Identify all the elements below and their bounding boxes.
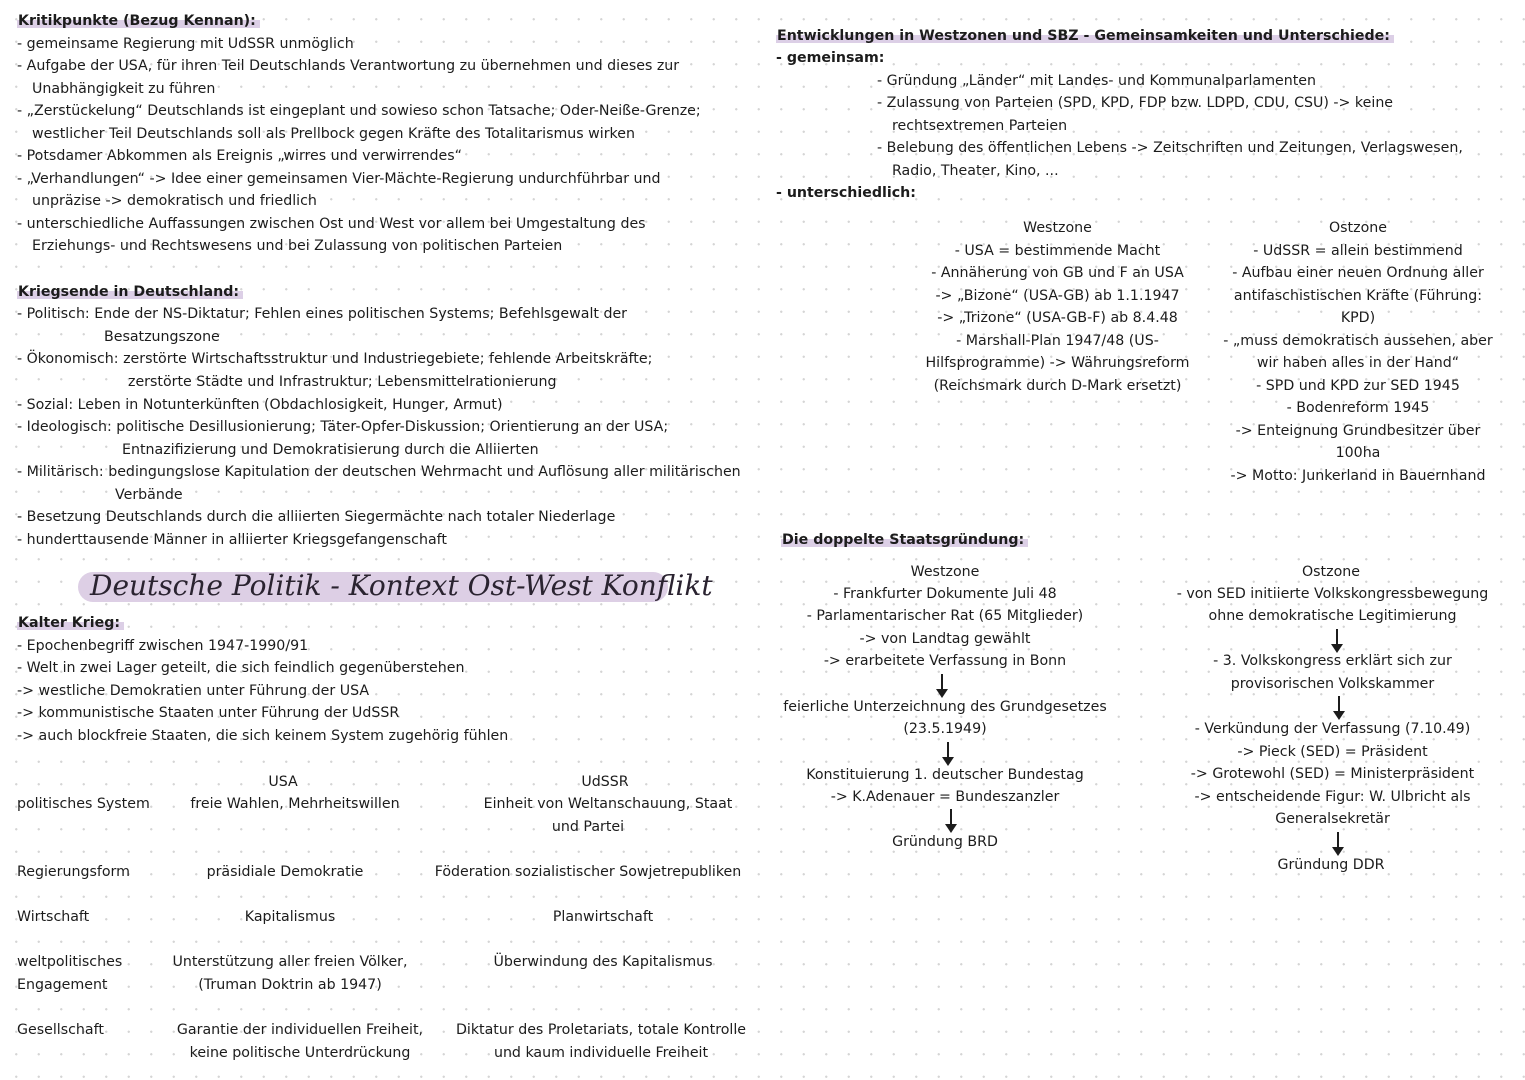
row-label: weltpolitisches <box>17 954 123 970</box>
cell-usa: (Truman Doktrin ab 1947) <box>198 977 382 993</box>
sg-ost-line: -> Grotewohl (SED) = Ministerpräsident <box>1190 766 1475 782</box>
cell-usa: keine politische Unterdrückung <box>189 1045 411 1061</box>
down-arrow-icon <box>1333 696 1345 720</box>
sg-ost-line: Generalsekretär <box>1275 811 1390 827</box>
westzone-line: Hilfsprogramme) -> Währungsreform <box>925 355 1190 371</box>
kriegsende-line: - Sozial: Leben in Notunterkünften (Obdachlosigkeit, Hunger, Armut) <box>17 397 503 413</box>
row-label: Regierungsform <box>17 864 130 880</box>
sg-west-line: (23.5.1949) <box>903 721 987 737</box>
westzone-line: - USA = bestimmende Macht <box>954 243 1161 259</box>
ostzone-line: wir haben alles in der Hand“ <box>1256 355 1460 371</box>
gemeinsam-line: - Belebung des öffentlichen Lebens -> Zeitschriften und Zeitungen, Verlagswesen, <box>877 140 1463 156</box>
ostzone-title: Ostzone <box>1329 220 1387 236</box>
ostzone-line: - Bodenreform 1945 <box>1286 400 1430 416</box>
kalter-krieg-line: - Epochenbegriff zwischen 1947-1990/91 <box>17 638 309 654</box>
sg-ost-line: ohne demokratische Legitimierung <box>1208 608 1457 624</box>
ostzone-line: - „muss demokratisch aussehen, aber <box>1223 333 1493 349</box>
sg-ostzone-title: Ostzone <box>1302 564 1360 580</box>
sg-ost-line: -> entscheidende Figur: W. Ulbricht als <box>1194 789 1471 805</box>
kriegsende-line: - Besetzung Deutschlands durch die alliierten Siegermächte nach totaler Niederlage <box>17 509 616 525</box>
gemeinsam-line: - Gründung „Länder“ mit Landes- und Kommunalparlamenten <box>877 73 1317 89</box>
kritik-line: - Potsdamer Abkommen als Ereignis „wirres und verwirrendes“ <box>17 148 462 164</box>
sg-ost-line: - von SED initiierte Volkskongressbewegung <box>1176 586 1489 602</box>
gemeinsam-line: rechtsextremen Parteien <box>892 118 1068 134</box>
main-title-text: Deutsche Politik - Kontext Ost-West Konflikt <box>90 569 713 602</box>
entwicklungen-heading: Entwicklungen in Westzonen und SBZ - Gemeinsamkeiten und Unterschiede: <box>776 28 1394 44</box>
kritik-line: unpräzise -> demokratisch und friedlich <box>32 193 317 209</box>
sg-west-final: Gründung BRD <box>892 834 998 850</box>
kriegsende-heading: Kriegsende in Deutschland: <box>17 284 243 300</box>
cell-udssr: und kaum individuelle Freiheit <box>493 1045 709 1061</box>
sg-west-line: - Frankfurter Dokumente Juli 48 <box>833 586 1057 602</box>
down-arrow-icon <box>945 809 957 833</box>
row-label: Wirtschaft <box>17 909 90 925</box>
main-title <box>78 566 713 606</box>
down-arrow-icon <box>936 674 948 698</box>
sg-west-line: -> K.Adenauer = Bundeszanzler <box>830 789 1060 805</box>
cell-udssr: Einheit von Weltanschauung, Staat <box>483 796 733 812</box>
kriegsende-line: - Politisch: Ende der NS-Diktatur; Fehlen eines politischen Systems; Befehlsgewalt der <box>17 306 628 322</box>
westzone-line: -> „Trizone“ (USA-GB-F) ab 8.4.48 <box>937 310 1178 326</box>
kritik-line: - „Zerstückelung“ Deutschlands ist eingeplant und sowieso schon Tatsache; Oder-Neiße-Grenze; <box>17 103 701 119</box>
gemeinsam-label: - gemeinsam: <box>776 50 885 66</box>
col-header-usa: USA <box>268 774 298 790</box>
westzone-line: - Annäherung von GB und F an USA <box>931 265 1184 281</box>
cell-usa: präsidiale Demokratie <box>206 864 364 880</box>
gemeinsam-line: Radio, Theater, Kino, ... <box>892 163 1059 179</box>
sg-ost-line: -> Pieck (SED) = Präsident <box>1237 744 1428 760</box>
kritik-heading: Kritikpunkte (Bezug Kennan): <box>17 13 260 29</box>
kalter-krieg-line: -> westliche Demokratien unter Führung der USA <box>17 683 370 699</box>
sg-west-line: Konstituierung 1. deutscher Bundestag <box>806 767 1084 783</box>
cell-usa: Kapitalismus <box>244 909 336 925</box>
sg-west-line: -> erarbeitete Verfassung in Bonn <box>823 653 1067 669</box>
sg-ost-line: provisorischen Volkskammer <box>1230 676 1435 692</box>
kriegsende-line: - hunderttausende Männer in alliierter Kriegsgefangenschaft <box>17 532 447 548</box>
kriegsende-line: - Militärisch: bedingungslose Kapitulation der deutschen Wehrmacht und Auflösung aller militärischen <box>17 464 741 480</box>
ostzone-line: - SPD und KPD zur SED 1945 <box>1256 378 1460 394</box>
kalter-krieg-line: -> auch blockfreie Staaten, die sich keinem System zugehörig fühlen <box>17 728 509 744</box>
ostzone-line: -> Enteignung Grundbesitzer über <box>1235 423 1481 439</box>
kriegsende-line: Verbände <box>115 487 183 503</box>
ostzone-line: KPD) <box>1340 310 1376 326</box>
gemeinsam-line: - Zulassung von Parteien (SPD, KPD, FDP bzw. LDPD, CDU, CSU) -> keine <box>877 95 1394 111</box>
kritik-line: - Aufgabe der USA, für ihren Teil Deutschlands Verantwortung zu übernehmen und dieses zur <box>17 58 680 74</box>
col-header-udssr: UdSSR <box>581 774 629 790</box>
row-label: Engagement <box>17 977 108 993</box>
kritik-line: - unterschiedliche Auffassungen zwischen Ost und West vor allem bei Umgestaltung des <box>17 216 646 232</box>
kriegsende-line: Besatzungszone <box>104 329 220 345</box>
unterschiedlich-label: - unterschiedlich: <box>776 185 916 201</box>
kalter-krieg-heading: Kalter Krieg: <box>17 615 124 631</box>
staatsgruendung-heading: Die doppelte Staatsgründung: <box>781 532 1028 548</box>
kritik-line: westlicher Teil Deutschlands soll als Prellbock gegen Kräfte des Totalitarismus wirken <box>32 126 635 142</box>
sg-ost-line: - Verkündung der Verfassung (7.10.49) <box>1194 721 1471 737</box>
cell-usa: freie Wahlen, Mehrheitswillen <box>190 796 400 812</box>
kalter-krieg-line: - Welt in zwei Lager geteilt, die sich feindlich gegenüberstehen <box>17 660 465 676</box>
sg-west-line: -> von Landtag gewählt <box>859 631 1031 647</box>
sg-west-line: - Parlamentarischer Rat (65 Mitglieder) <box>806 608 1084 624</box>
row-label: Gesellschaft <box>17 1022 104 1038</box>
down-arrow-icon <box>1332 832 1344 856</box>
cell-udssr: Diktatur des Proletariats, totale Kontrolle <box>455 1022 747 1038</box>
kriegsende-line: - Ideologisch: politische Desillusionierung; Täter-Opfer-Diskussion; Orientierung an der USA; <box>17 419 669 435</box>
cell-usa: Garantie der individuellen Freiheit, <box>176 1022 424 1038</box>
kritik-line: - „Verhandlungen“ -> Idee einer gemeinsamen Vier-Mächte-Regierung undurchführbar und <box>17 171 661 187</box>
ostzone-line: -> Motto: Junkerland in Bauernhand <box>1230 468 1486 484</box>
westzone-title: Westzone <box>1023 220 1092 236</box>
westzone-line: (Reichsmark durch D-Mark ersetzt) <box>933 378 1182 394</box>
kriegsende-line: zerstörte Städte und Infrastruktur; Lebensmittelrationierung <box>128 374 557 390</box>
cell-udssr: und Partei <box>551 819 625 835</box>
cell-udssr: Überwindung des Kapitalismus <box>493 954 713 970</box>
cell-udssr: Föderation sozialistischer Sowjetrepubliken <box>434 864 742 880</box>
ostzone-line: 100ha <box>1335 445 1381 461</box>
down-arrow-icon <box>942 742 954 766</box>
sg-ost-final: Gründung DDR <box>1277 857 1385 873</box>
kriegsende-line: - Ökonomisch: zerstörte Wirtschaftsstruktur und Industriegebiete; fehlende Arbeitskräfte; <box>17 351 653 367</box>
ostzone-line: - UdSSR = allein bestimmend <box>1253 243 1463 259</box>
sg-ost-line: - 3. Volkskongress erklärt sich zur <box>1213 653 1452 669</box>
westzone-line: -> „Bizone“ (USA-GB) ab 1.1.1947 <box>935 288 1180 304</box>
sg-westzone-title: Westzone <box>910 564 980 580</box>
westzone-line: - Marshall-Plan 1947/48 (US- <box>956 333 1159 349</box>
kritik-line: - gemeinsame Regierung mit UdSSR unmöglich <box>17 36 354 52</box>
cell-udssr: Planwirtschaft <box>552 909 654 925</box>
cell-usa: Unterstützung aller freien Völker, <box>172 954 408 970</box>
kritik-line: Erziehungs- und Rechtswesens und bei Zulassung von politischen Parteien <box>32 238 563 254</box>
row-label: politisches System <box>17 796 150 812</box>
kritik-line: Unabhängigkeit zu führen <box>32 81 216 97</box>
ostzone-line: - Aufbau einer neuen Ordnung aller <box>1232 265 1484 281</box>
kriegsende-line: Entnazifizierung und Demokratisierung durch die Alliierten <box>122 442 539 458</box>
ostzone-line: antifaschistischen Kräfte (Führung: <box>1233 288 1483 304</box>
kalter-krieg-line: -> kommunistische Staaten unter Führung der UdSSR <box>17 705 400 721</box>
sg-west-line: feierliche Unterzeichnung des Grundgesetzes <box>783 699 1107 715</box>
